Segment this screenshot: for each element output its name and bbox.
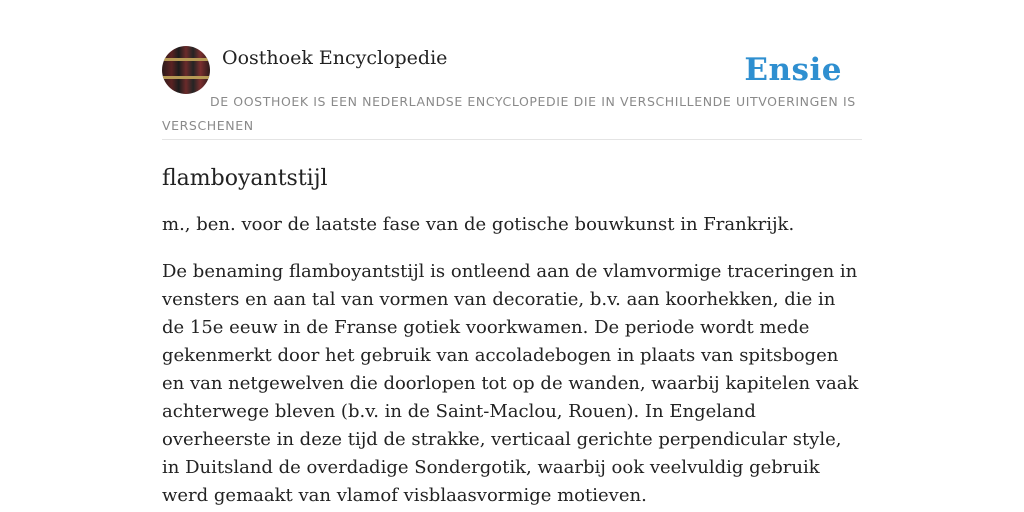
encyclopedia-title[interactable]: Oosthoek Encyclopedie bbox=[222, 47, 448, 69]
article-summary: m., ben. voor de laatste fase van de gotische bouwkunst in Frankrijk. bbox=[162, 214, 795, 235]
book-spine-band bbox=[162, 58, 210, 61]
article-title: flamboyantstijl bbox=[162, 166, 328, 191]
article-body: De benaming flamboyantstijl is ontleend aan de vlamvormige traceringen in vensters en aan tal van vormen van decoratie, b.v. aan koorhekken, die in de 15e eeuw in de Franse gotiek voorkwamen. De periode wordt mede gekenmerkt door het gebruik van accoladebogen in plaats van spitsbogen en van netgewelven die doorlopen tot op de wanden, waarbij kapitelen vaak achterwege bleven (b.v. in de Saint-Maclou, Rouen). In Engeland overheerste in deze tijd de strakke, verticaal gerichte perpendicular style, in Duitsland de overdadige Sondergotik, waarbij ook veelvuldig gebruik werd gemaakt van vlamof visblaasvormige motieven. bbox=[162, 261, 859, 506]
book-spine-band bbox=[162, 76, 210, 79]
encyclopedia-tagline: DE OOSTHOEK IS EEN NEDERLANDSE ENCYCLOPEDIE DIE IN VERSCHILLENDE UITVOERINGEN IS VERSCHENEN bbox=[162, 94, 856, 133]
ensie-logo[interactable]: Ensie bbox=[744, 52, 842, 88]
encyclopedia-avatar[interactable] bbox=[162, 46, 210, 94]
header-divider bbox=[162, 139, 862, 140]
article bbox=[162, 160, 862, 510]
